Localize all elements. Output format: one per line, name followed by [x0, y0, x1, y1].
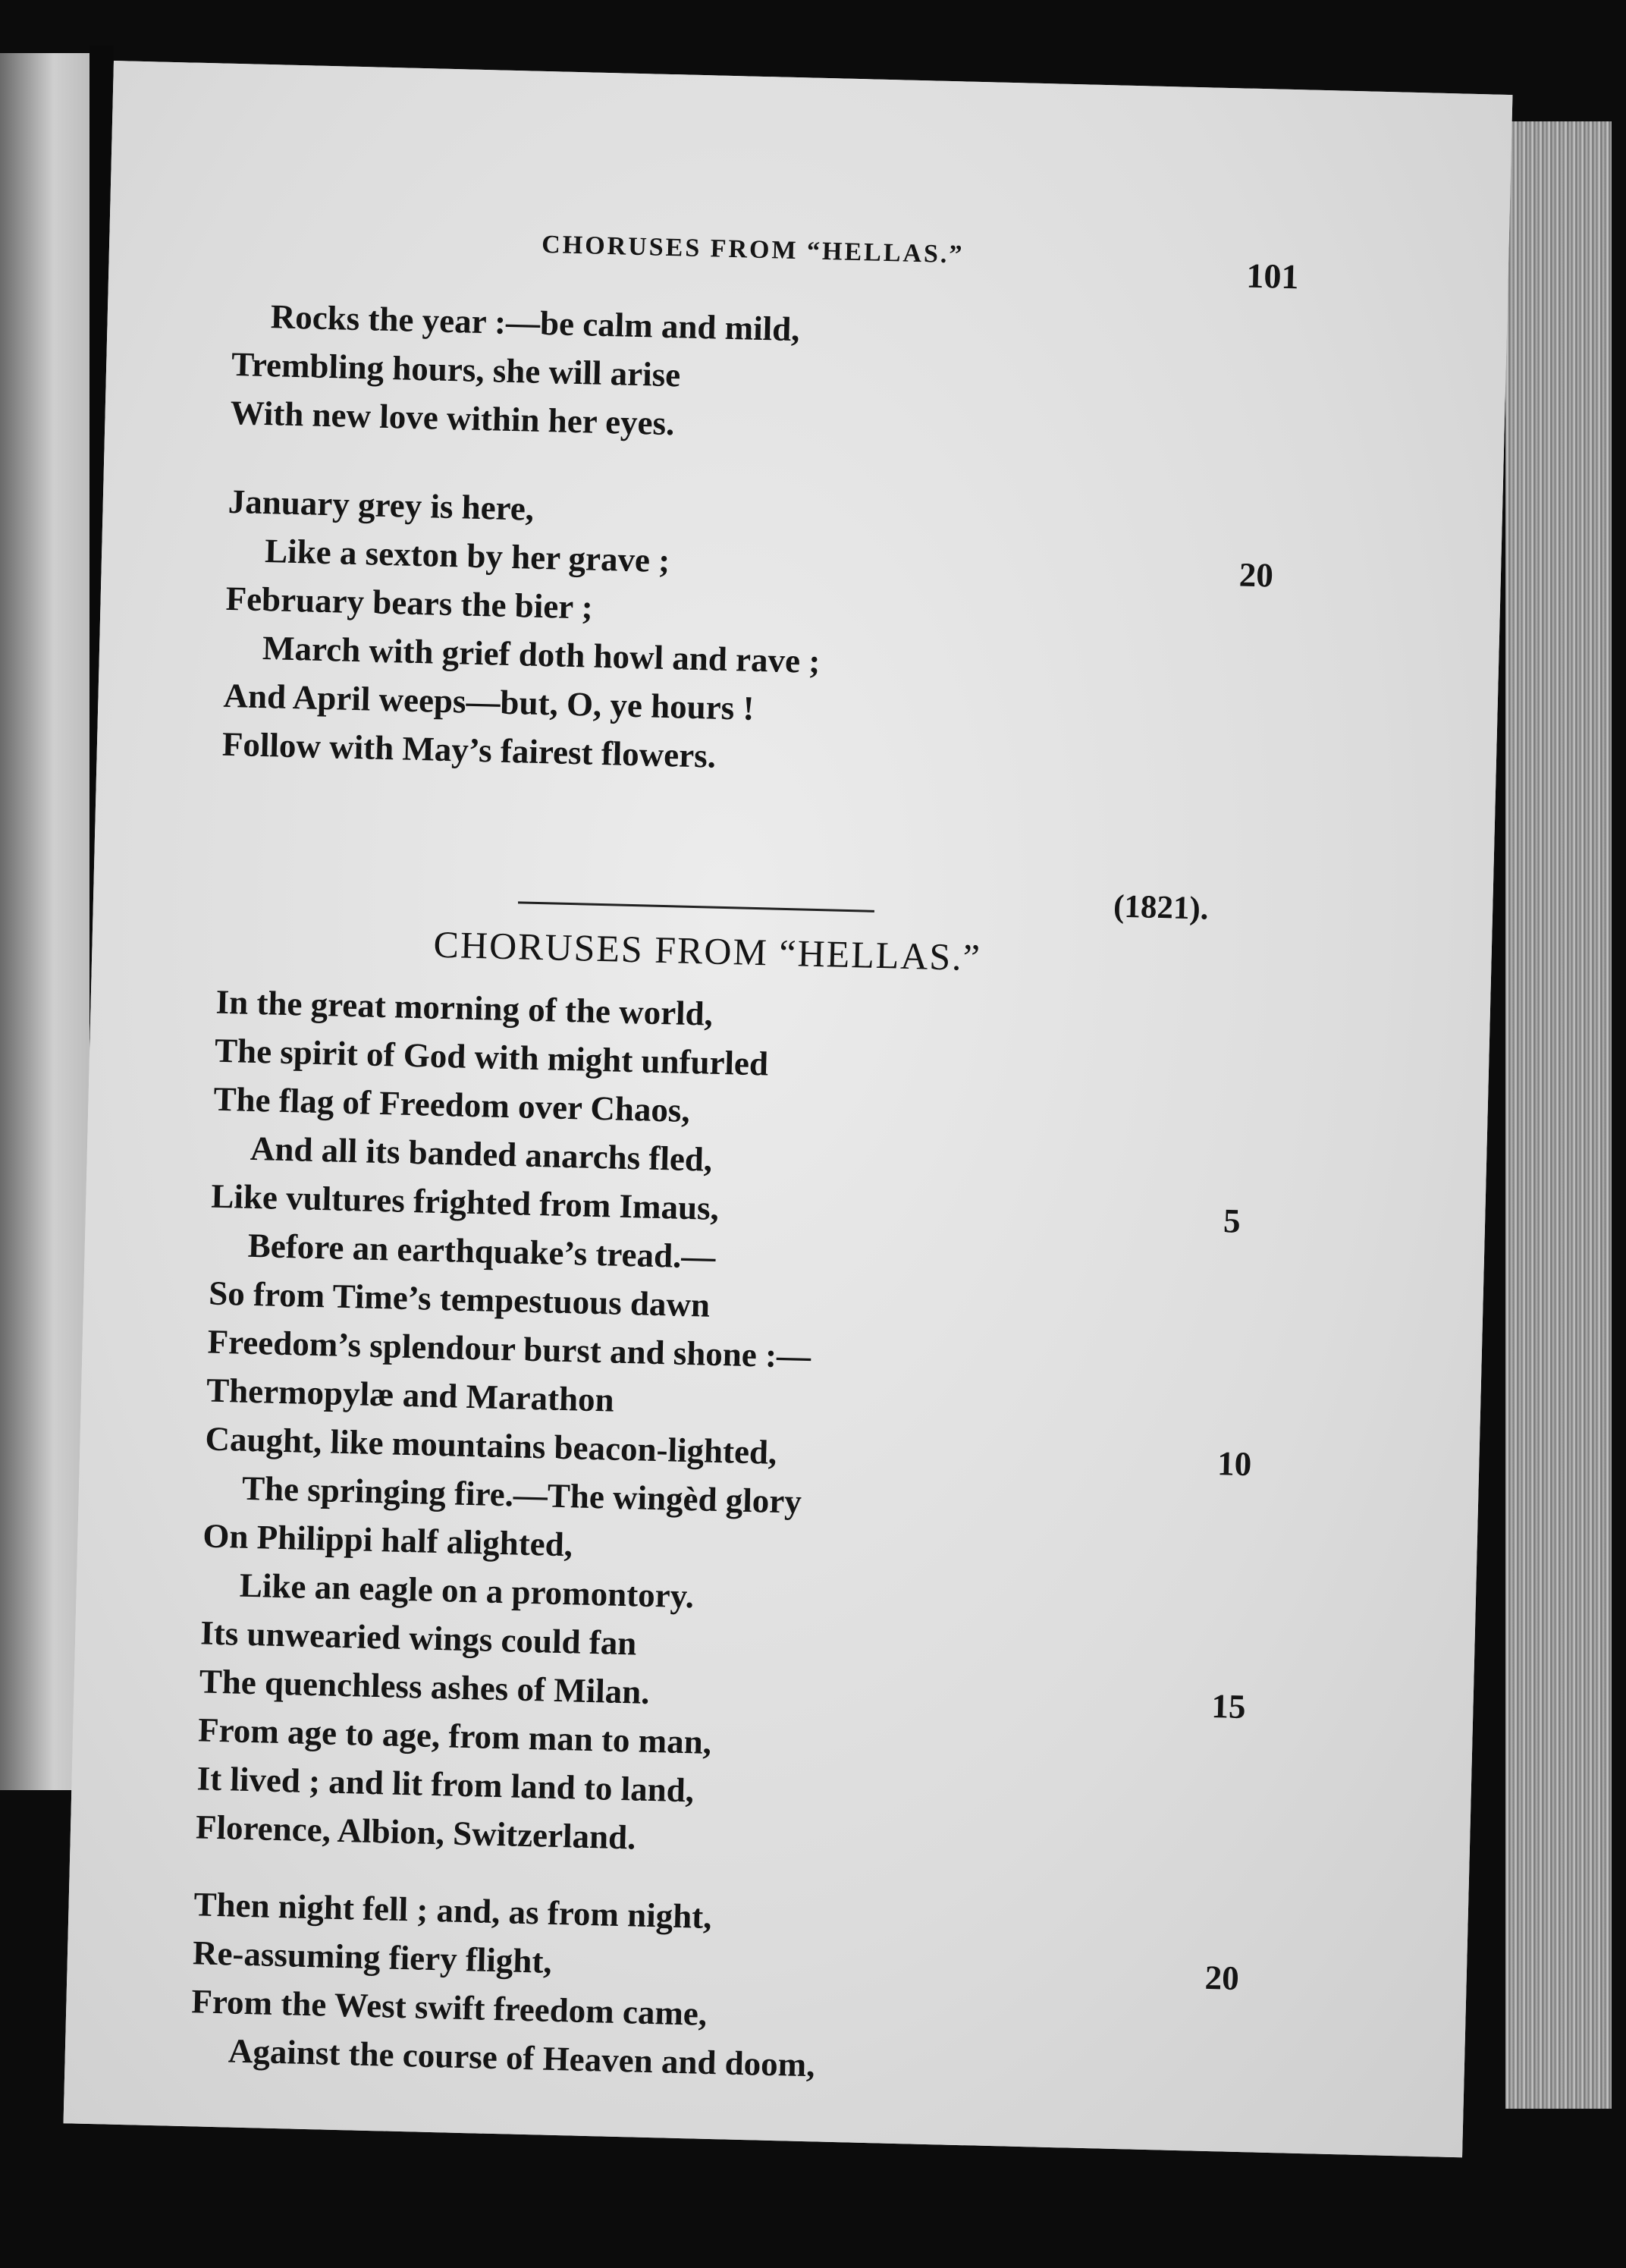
verse-line: Rocks the year :—be calm and mild,	[270, 297, 801, 349]
line-number: 20	[1204, 1958, 1240, 1997]
verse-line: And April weeps—but, O, ye hours !	[222, 676, 755, 727]
verse-line: Trembling hours, she will arise	[231, 344, 681, 394]
verse-line: Its unwearied wings could fan	[199, 1613, 637, 1663]
verse-line: The springing fire.—The wingèd glory	[241, 1469, 802, 1521]
verse-line: Florence, Albion, Switzerland.	[195, 1808, 637, 1857]
verse-line: Like an eagle on a promontory.	[239, 1566, 695, 1616]
verse-line: It lived ; and lit from land to land,	[196, 1759, 695, 1810]
poem-title: CHORUSES FROM “HELLAS.”	[432, 922, 982, 979]
verse-line: March with grief doth howl and rave ;	[262, 629, 821, 680]
verse-line: Against the course of Heaven and doom,	[228, 2031, 816, 2084]
stanza-d	[64, 1877, 1240, 2099]
verse-line: Freedom’s splendour burst and shone :—	[207, 1322, 811, 1375]
line-number: 15	[1210, 1687, 1247, 1726]
line-number: 10	[1216, 1444, 1252, 1484]
verse-line: The flag of Freedom over Chaos,	[212, 1079, 691, 1129]
date: (1821).	[1113, 888, 1210, 927]
book-page	[64, 61, 1513, 2157]
running-head: CHORUSES FROM “HELLAS.”	[541, 230, 965, 269]
section-rule	[518, 901, 874, 912]
stanza-c	[70, 975, 1252, 1876]
verse-line: From age to age, from man to man,	[197, 1710, 712, 1761]
left-page-edge	[0, 53, 89, 1790]
verse-line: February bears the bier ;	[225, 579, 594, 627]
verse-line: In the great morning of the world,	[215, 982, 714, 1033]
verse-line: From the West swift freedom came,	[190, 1982, 708, 2033]
verse-line: Thermopylæ and Marathon	[206, 1371, 615, 1419]
verse-text: Re-assuming fiery flight,	[192, 1933, 553, 1981]
verse-text: The quenchless ashes of Milan.	[199, 1662, 651, 1711]
verse-line: With new love within her eyes.	[230, 393, 675, 443]
line-number: 5	[1223, 1202, 1241, 1240]
verse-text: Caught, like mountains beacon-lighted,	[205, 1419, 777, 1472]
stanza-b	[96, 474, 1274, 793]
verse-line: Then night fell ; and, as from night,	[193, 1885, 713, 1936]
verse-line: Before an earthquake’s tread.—	[247, 1226, 716, 1276]
stanza-a	[105, 288, 1245, 462]
verse-line: January grey is here,	[228, 482, 535, 528]
verse-text: Like vultures frighted from Imaus,	[210, 1176, 720, 1227]
verse-line: On Philippi half alighted,	[202, 1516, 573, 1564]
verse-line: Follow with May’s fairest flowers.	[221, 724, 717, 775]
page-text	[64, 61, 1513, 2157]
verse-line: So from Time’s tempestuous dawn	[208, 1274, 711, 1324]
verse-line: And all its banded anarchs fled,	[250, 1129, 713, 1179]
line-number: 20	[1238, 555, 1274, 595]
verse-line: The spirit of God with might unfurled	[214, 1031, 769, 1083]
page-edges	[1505, 121, 1612, 2109]
page-number: 101	[1245, 256, 1300, 297]
verse-text: Like a sexton by her grave ;	[264, 532, 670, 580]
